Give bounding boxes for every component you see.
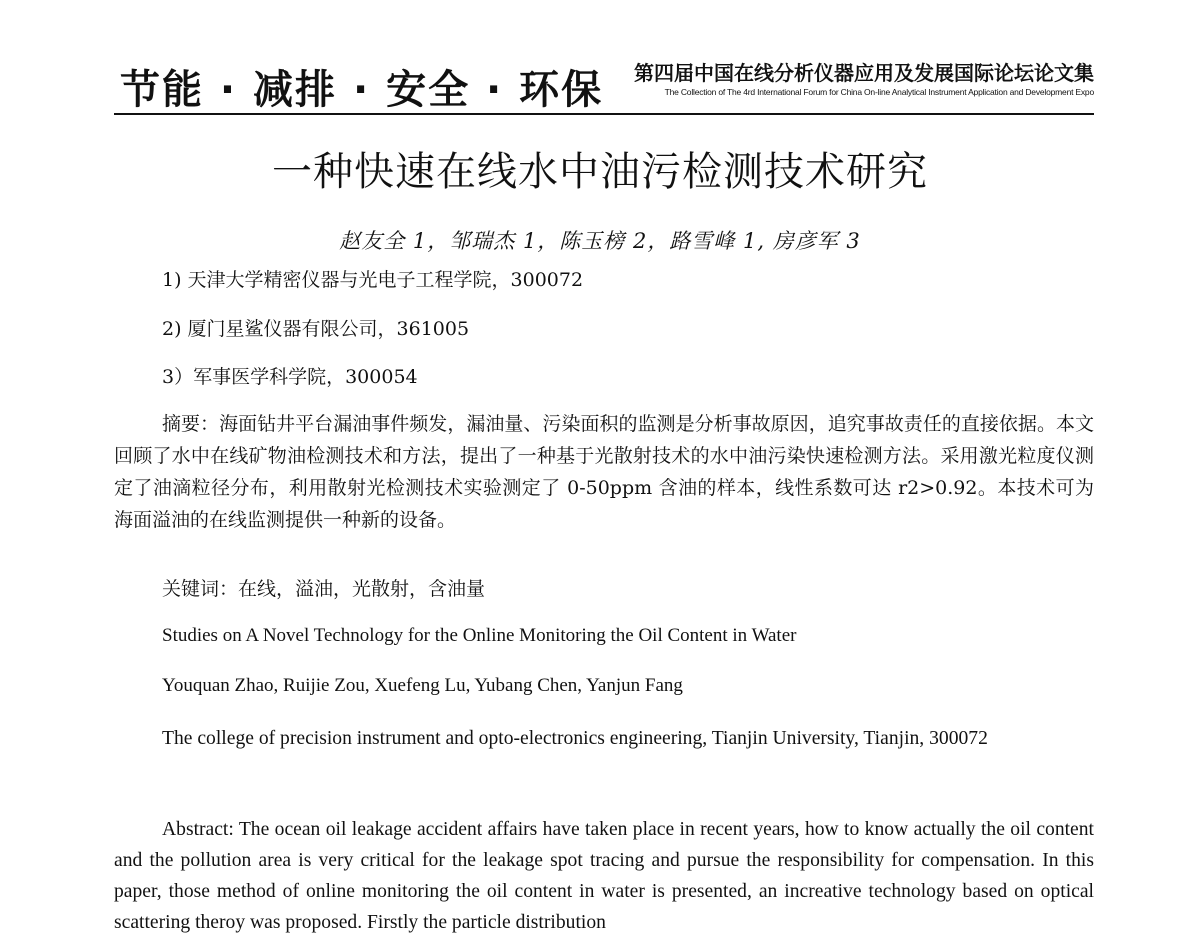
header-rule xyxy=(114,113,1094,115)
english-title: Studies on A Novel Technology for the Online Monitoring the Oil Content in Water xyxy=(162,625,797,646)
abstract-en-text: Abstract: The ocean oil leakage accident affairs have taken place in recent years, how to know actually the oil content and the pollution area is very critical for the leakage spot tracing and pursue the responsibility for compensation. In this paper, those method of online monitoring the oil content in water is presented, an increative technology based on optical scattering theroy was proposed. Firstly the particle distribution xyxy=(114,819,1094,933)
running-header xyxy=(114,56,1094,114)
paper-title: 一种快速在线水中油污检测技术研究 xyxy=(272,149,928,195)
english-affiliation-text: The college of precision instrument and opto-electronics engineering, Tianjin University, Tianjin, 300072 xyxy=(162,728,988,749)
proceedings-title-en: The Collection of The 4rd International Forum for China On-line Analytical Instrument Application and Development Expo xyxy=(664,87,1094,97)
slogan: 节能 · 减排 · 安全 · 环保 xyxy=(120,67,604,113)
affiliation-3: 3）军事医学科学院，300054 xyxy=(162,366,418,388)
keywords-cn: 关键词：在线，溢油，光散射，含油量 xyxy=(162,578,486,600)
abstract-cn-text: 摘要：海面钻井平台漏油事件频发，漏油量、污染面积的监测是分析事故原因，追究事故责任的直接依据。本文回顾了水中在线矿物油检测技术和方法，提出了一种基于光散射技术的水中油污染快速检测方法。采用激光粒度仪测定了油滴粒径分布，利用散射光检测技术实验测定了 0-50ppm 含油的样本，线性系数可达 r2>0.92。本技术可为海面溢油的在线监测提供一种新的设备。 xyxy=(114,413,1094,531)
author-list: 赵友全 1，邹瑞杰 1，陈玉榜 2，路雪峰 1, 房彦军 3 xyxy=(339,229,861,253)
proceedings-info xyxy=(634,60,1094,98)
abstract-en xyxy=(114,814,1094,938)
proceedings-title-cn: 第四届中国在线分析仪器应用及发展国际论坛论文集 xyxy=(634,61,1094,85)
english-authors: Youquan Zhao, Ruijie Zou, Xuefeng Lu, Yubang Chen, Yanjun Fang xyxy=(162,675,683,696)
affiliation-1: 1) 天津大学精密仪器与光电子工程学院，300072 xyxy=(162,269,584,291)
affiliation-2: 2) 厦门星鲨仪器有限公司，361005 xyxy=(162,318,470,340)
abstract-cn xyxy=(114,408,1094,536)
english-affiliation xyxy=(114,723,1094,754)
